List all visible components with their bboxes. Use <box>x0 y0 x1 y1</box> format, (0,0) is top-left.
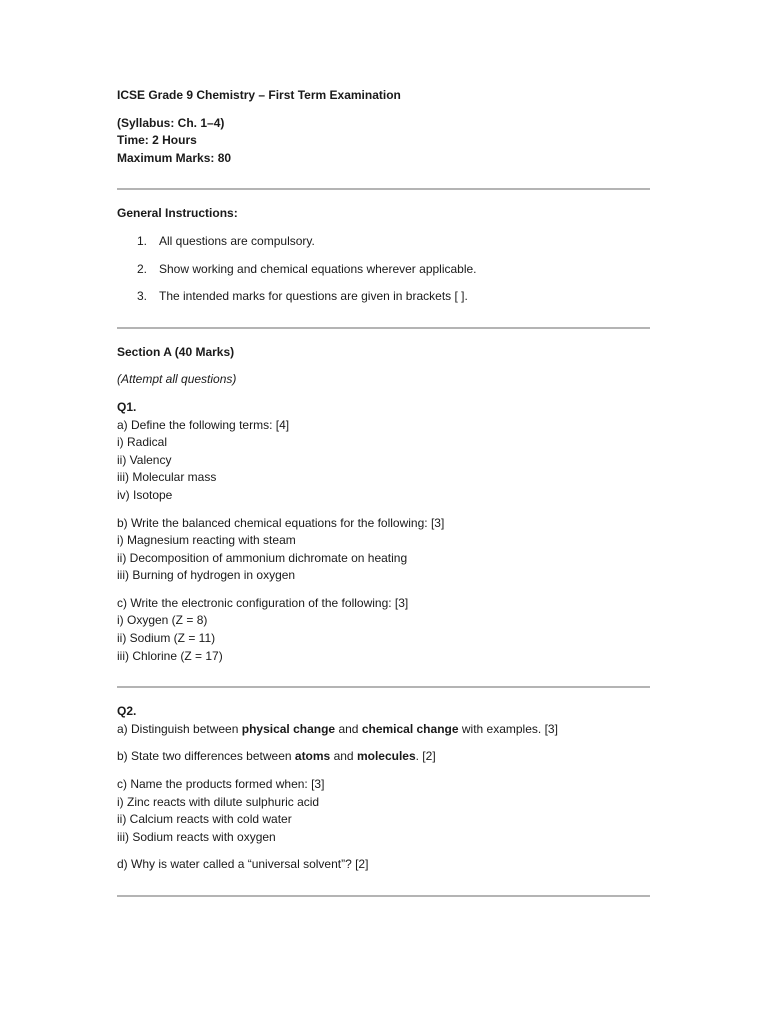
exam-title: ICSE Grade 9 Chemistry – First Term Examination <box>117 88 401 102</box>
q1c-item: ii) Sodium (Z = 11) <box>117 631 216 646</box>
q2b-term-molecules: molecules <box>356 749 416 764</box>
q1b-prompt: b) Write the balanced chemical equations for the following: [3] <box>117 515 445 530</box>
instruction-number: 1. <box>137 233 148 248</box>
q2b-prompt <box>117 748 650 766</box>
q2b-text: b) State two differences between <box>117 749 295 764</box>
q2a-text: with examples. [3] <box>458 721 558 736</box>
instruction-text: The intended marks for questions are given in brackets [ ]. <box>159 289 468 304</box>
q1a-item: iv) Isotope <box>117 487 173 502</box>
syllabus-line: (Syllabus: Ch. 1–4) <box>117 115 225 130</box>
q2c-item: ii) Calcium reacts with cold water <box>117 812 292 827</box>
q1c-item: i) Oxygen (Z = 8) <box>117 613 208 628</box>
q2a-prompt <box>117 721 650 739</box>
q2a-term-physical-change: physical change <box>241 721 336 736</box>
q1c-item: iii) Chlorine (Z = 17) <box>117 648 223 663</box>
q1b-item: i) Magnesium reacting with steam <box>117 533 296 548</box>
instruction-text: Show working and chemical equations wherever applicable. <box>159 261 477 276</box>
instruction-item <box>117 261 650 279</box>
question-label-q2: Q2. <box>117 704 137 719</box>
q2c-item: iii) Sodium reacts with oxygen <box>117 829 276 844</box>
q1a-item: i) Radical <box>117 435 168 450</box>
instruction-text: All questions are compulsory. <box>159 233 315 248</box>
exam-content <box>117 87 650 897</box>
question-label-q1: Q1. <box>117 399 137 414</box>
q2a-term-chemical-change: chemical change <box>361 721 459 736</box>
time-line: Time: 2 Hours <box>117 133 197 148</box>
q2a-text: and <box>335 721 362 736</box>
q1a-item: ii) Valency <box>117 452 172 467</box>
q1a-item: iii) Molecular mass <box>117 470 217 485</box>
section-divider <box>117 895 650 897</box>
instructions-heading: General Instructions: <box>117 206 238 221</box>
section-a-note: (Attempt all questions) <box>117 372 237 387</box>
max-marks-line: Maximum Marks: 80 <box>117 150 232 165</box>
instruction-item <box>117 288 650 306</box>
q2b-term-atoms: atoms <box>294 749 331 764</box>
instruction-number: 3. <box>137 289 148 304</box>
q2b-text: and <box>330 749 357 764</box>
q2a-text: a) Distinguish between <box>117 721 242 736</box>
q1c-prompt: c) Write the electronic configuration of the following: [3] <box>117 595 409 610</box>
section-a-heading: Section A (40 Marks) <box>117 344 235 359</box>
q1b-item: ii) Decomposition of ammonium dichromate on heating <box>117 550 408 565</box>
instruction-item <box>117 233 650 251</box>
q1b-item: iii) Burning of hydrogen in oxygen <box>117 568 296 583</box>
q2b-text: . [2] <box>415 749 436 764</box>
q1a-prompt: a) Define the following terms: [4] <box>117 417 290 432</box>
q2c-item: i) Zinc reacts with dilute sulphuric acid <box>117 794 320 809</box>
q2d-prompt: d) Why is water called a “universal solvent”? [2] <box>117 857 369 872</box>
instruction-number: 2. <box>137 261 148 276</box>
q2c-prompt: c) Name the products formed when: [3] <box>117 777 325 792</box>
